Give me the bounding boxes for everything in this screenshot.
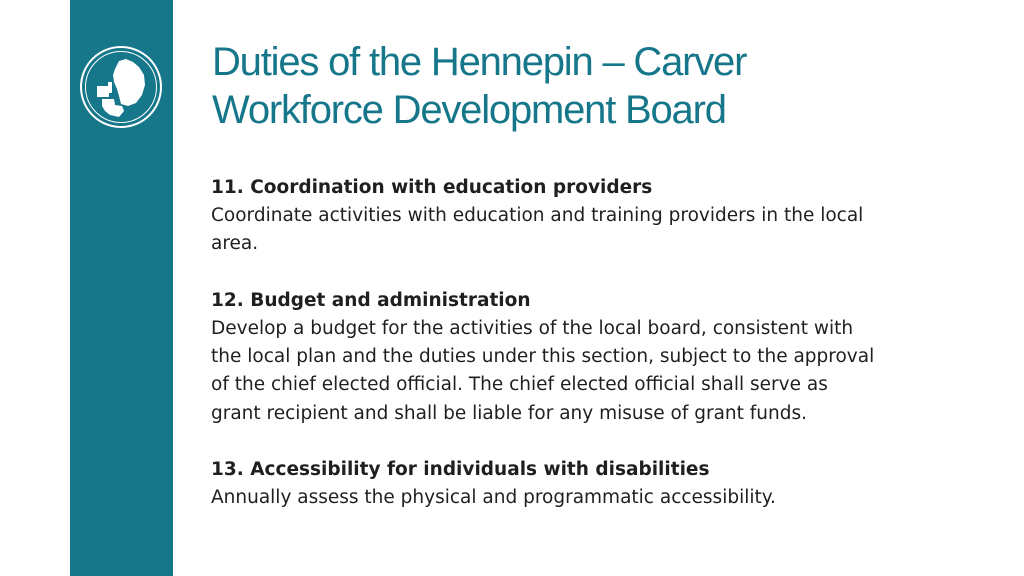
duty-description-line: Annually assess the physical and programmatic accessibility. (211, 487, 776, 509)
duty-description-line: grant recipient and shall be liable for any misuse of grant funds. (211, 402, 807, 424)
page-title (212, 38, 1002, 134)
title-line-1: Duties of the Hennepin – Carver (212, 40, 747, 84)
duty-section-12 (211, 287, 991, 428)
duty-section-11 (211, 174, 991, 259)
duty-description-line: Coordinate activities with education and training providers in the local (211, 205, 864, 227)
duty-description-line: Develop a budget for the activities of the local board, consistent with (211, 318, 854, 339)
duty-heading: 11. Coordination with education providers (211, 177, 653, 198)
duty-description-line: the local plan and the duties under this section, subject to the approval (211, 346, 875, 368)
duties-list (211, 174, 991, 541)
title-line-2: Workforce Development Board (212, 88, 726, 132)
duty-description-line: area. (211, 233, 259, 255)
duty-section-13 (211, 456, 991, 512)
duty-description-line: of the chief elected official. The chief elected official shall serve as (211, 374, 828, 396)
duty-heading: 12. Budget and administration (211, 289, 531, 311)
county-map-logo-icon (79, 45, 163, 129)
duty-heading: 13. Accessibility for individuals with disabilities (211, 459, 710, 480)
